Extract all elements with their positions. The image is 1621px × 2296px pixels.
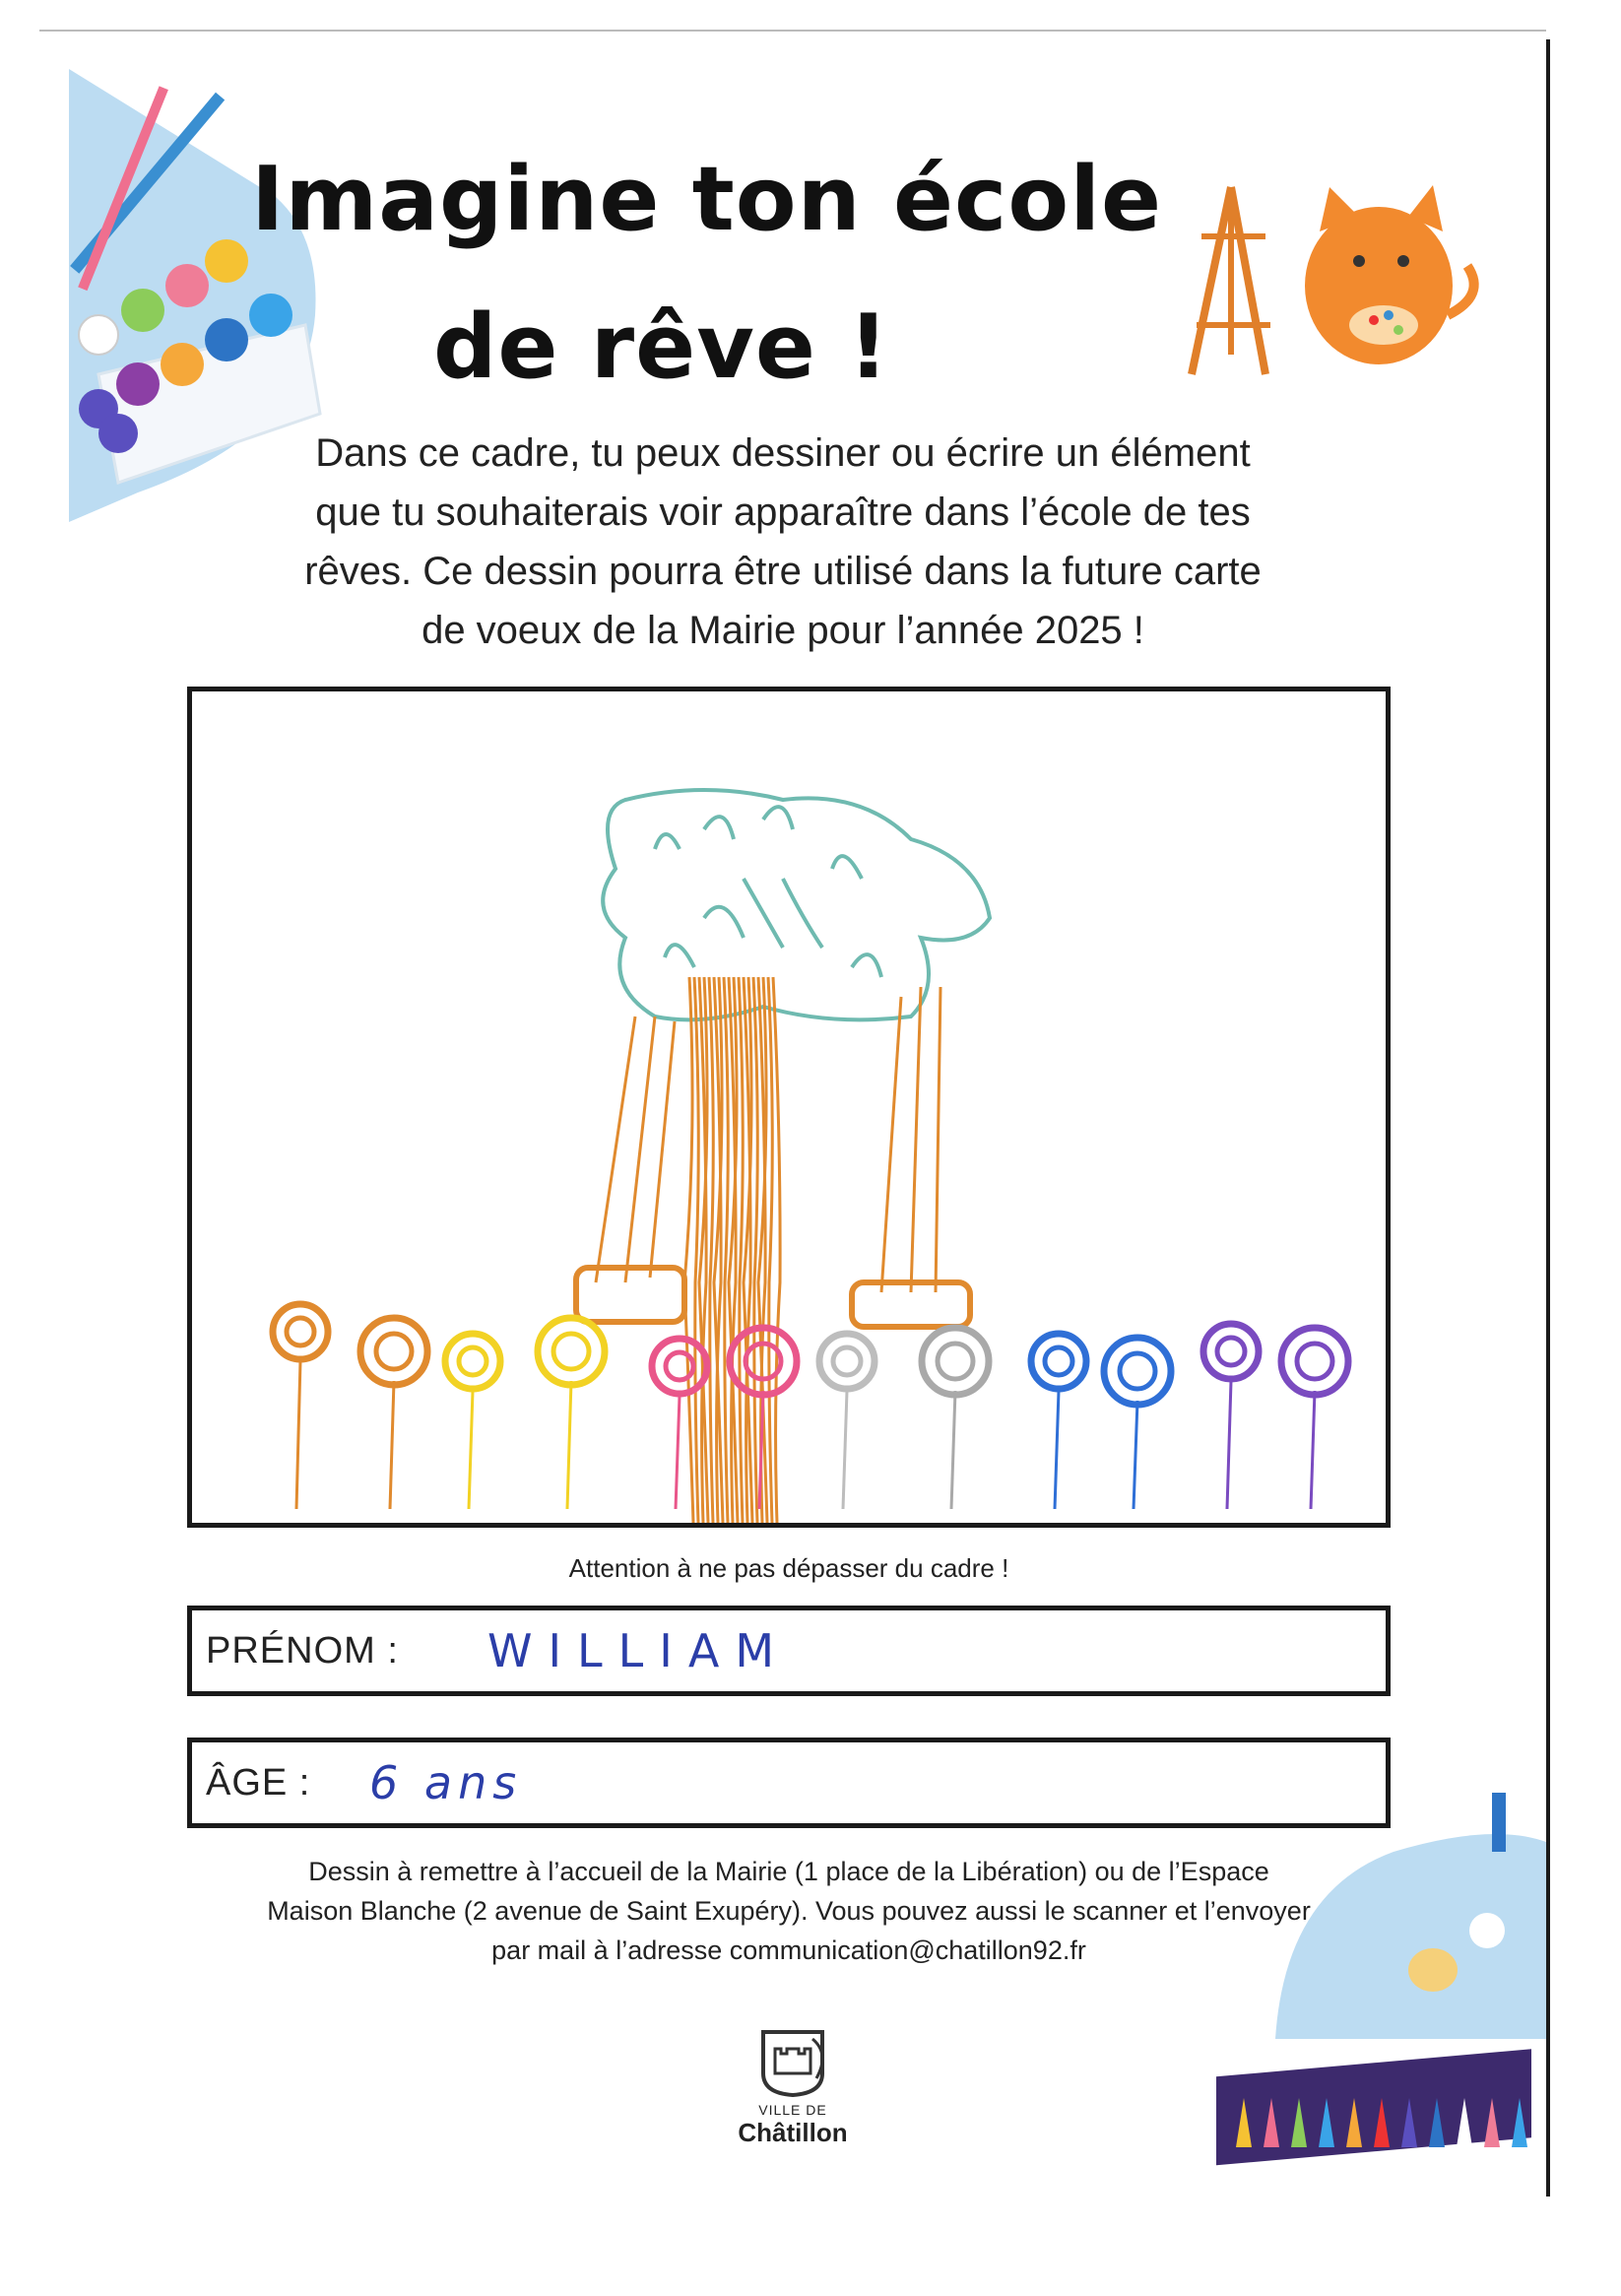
flower bbox=[360, 1318, 427, 1509]
intro-line: de voeux de la Mairie pour l’année 2025 ! bbox=[421, 609, 1144, 652]
page-top-edge bbox=[39, 30, 1546, 32]
chatillon-logo bbox=[724, 2024, 862, 2148]
age-label: ÂGE : bbox=[206, 1762, 311, 1804]
footer-line: Dessin à remettre à l’accueil de la Mairie (1 place de la Libération) ou de l’Espace bbox=[308, 1857, 1269, 1886]
flower bbox=[538, 1318, 605, 1509]
title-line-2: de rêve ! bbox=[433, 295, 890, 399]
trunk-stroke bbox=[739, 977, 743, 1523]
castle-icon bbox=[753, 2024, 832, 2098]
flower bbox=[652, 1339, 707, 1509]
drawing-frame bbox=[187, 687, 1391, 1528]
intro-paragraph bbox=[167, 424, 1398, 660]
intro-line: rêves. Ce dessin pourra être utilisé dans la future carte bbox=[304, 550, 1262, 593]
trunk-stroke bbox=[694, 977, 698, 1523]
child-drawing bbox=[192, 691, 1386, 1523]
flower bbox=[819, 1334, 875, 1509]
flower bbox=[273, 1304, 328, 1509]
intro-line: que tu souhaiterais voir apparaître dans l’école de tes bbox=[315, 491, 1251, 534]
swing-rope bbox=[911, 987, 921, 1292]
age-value: 6 ans bbox=[369, 1756, 523, 1809]
flower bbox=[1281, 1328, 1348, 1509]
logo-small-text: VILLE DE bbox=[758, 2102, 827, 2118]
tree-trunk bbox=[684, 977, 780, 1523]
swing-rope bbox=[936, 987, 940, 1292]
trunk-stroke bbox=[773, 977, 780, 1523]
swing-seat bbox=[576, 1268, 684, 1322]
trunk-stroke bbox=[768, 977, 772, 1523]
footer-line: par mail à l’adresse communication@chatillon92.fr bbox=[491, 1935, 1086, 1965]
flower bbox=[1031, 1334, 1086, 1509]
flower-row bbox=[273, 1304, 1348, 1509]
trunk-stroke bbox=[753, 977, 757, 1523]
name-field[interactable] bbox=[187, 1606, 1391, 1696]
flower bbox=[1104, 1338, 1171, 1509]
trunk-stroke bbox=[684, 977, 693, 1523]
footer-line: Maison Blanche (2 avenue de Saint Exupéry). Vous pouvez aussi le scanner et l’envoyer bbox=[267, 1896, 1311, 1926]
flower bbox=[445, 1334, 500, 1509]
trunk-stroke bbox=[724, 977, 728, 1523]
tree-crown bbox=[603, 790, 990, 1019]
flower bbox=[922, 1328, 989, 1509]
logo-town-name: Châtillon bbox=[738, 2118, 848, 2147]
pencils-palette-illustration bbox=[1197, 1783, 1546, 2177]
frame-warning: Attention à ne pas dépasser du cadre ! bbox=[568, 1553, 1009, 1583]
swing-rope bbox=[881, 997, 901, 1292]
name-value: WILLIAM bbox=[487, 1624, 791, 1677]
title-line-1: Imagine ton école bbox=[251, 148, 1163, 251]
swing-ropes bbox=[596, 987, 940, 1292]
swing-rope bbox=[650, 1021, 675, 1278]
flower bbox=[1203, 1324, 1259, 1509]
trunk-stroke bbox=[709, 977, 713, 1523]
page-right-edge bbox=[1546, 39, 1550, 2197]
name-label: PRÉNOM : bbox=[206, 1630, 399, 1672]
intro-line: Dans ce cadre, tu peux dessiner ou écrire un élément bbox=[315, 431, 1251, 475]
